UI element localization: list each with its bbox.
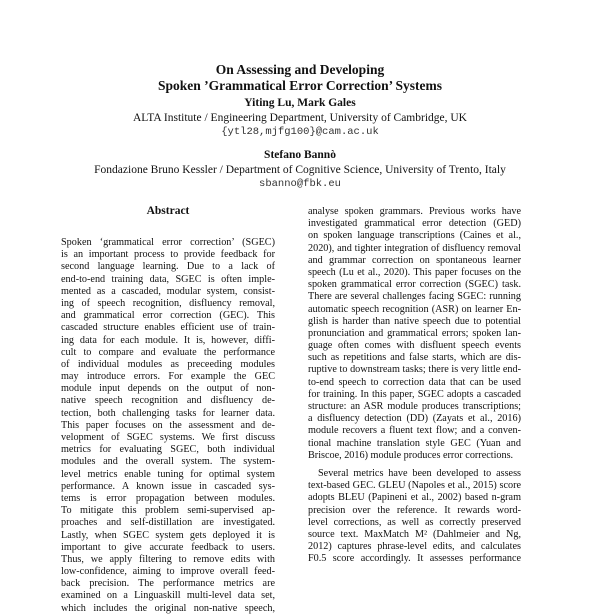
text-line: tection, both challenging tasks for learner data. [61,407,275,419]
text-line: adopts BLEU (Papineni et al., 2002) based n-gram [308,492,521,504]
text-line: text-based GEC. GLEU (Napoles et al., 2015) score [308,480,521,492]
text-line: ing of speech recognition, disfluency removal, [61,297,275,309]
author-names: Stefano Bannò [264,149,336,161]
text-line: analyse spoken grammars. Previous works have [308,206,521,217]
paper-title-line-1: On Assessing and Developing [215,62,385,77]
text-line: precision over the reference. It rewards word- [308,504,521,516]
text-line: and grammar correction on spontaneous learner [308,254,521,266]
introduction-column [308,206,521,565]
text-line: F0.5 score accordingly. It assesses performance [308,553,521,565]
text-line: Spoken ‘grammatical error correction’ (SGEC) [61,237,275,248]
text-line: cult to compare and evaluate the performance [61,346,275,358]
text-line: a disfluency detection (DD) (Zayats et al., 2016) [308,413,521,425]
text-line: mented as a cascaded, modular system, consist- [61,285,275,297]
author-affiliation: ALTA Institute / Engineering Department, University of Cambridge, UK [132,112,467,124]
text-line: of individual modules as preceeding modules [61,358,275,370]
text-line: module input depends on the output of non- [61,383,275,395]
text-line: glish is harder than native speech due to potential [308,315,521,327]
text-line: level corrections, as well as correctly preserved [308,516,521,528]
author-names: Yiting Lu, Mark Gales [244,97,356,109]
text-line: modules and the overall system. The system- [61,456,275,468]
text-line: tems is error propagation between modules. [61,492,275,504]
text-line: metrics for evaluating SGEC, both individual [61,444,275,456]
text-line: velopment of SGEC systems. We first discuss [61,432,275,443]
text-line: proaches and self-distillation are investigated. [61,517,275,529]
text-line: low-confidence, aiming to improve overall feed- [61,566,275,578]
author-email: sbanno@fbk.eu [259,178,341,190]
text-line: tional machine translation style GEC (Yuan and [308,437,521,449]
text-line: speech (Lu et al., 2020). This paper focuses on the [308,266,521,278]
text-line: and grammatical error correction (GEC). This [61,310,275,322]
abstract-heading: Abstract [146,205,190,217]
author-affiliation: Fondazione Bruno Kessler / Department of Cognitive Science, University of Trento, Italy [94,164,506,176]
text-line: automatic speech recognition (ASR) on learner En- [308,303,521,315]
text-line: module recovers a fluent text flow; and a conven- [308,425,521,437]
text-line: 2020), and tighter integration of disfluency removal [308,242,521,254]
text-line: cascaded structure enables efficient use of train- [61,322,275,334]
text-line: level metrics enable tuning for optimal system [61,468,275,480]
text-line: source text. MaxMatch M² (Dahlmeier and Ng, [308,528,521,540]
text-line: Several metrics have been developed to assess [318,467,521,479]
text-line: examined on a Linguaskill multi-level data set, [61,590,275,602]
text-line: ing data for each module. It is, however, diffi- [61,334,275,346]
text-line: may introduce errors. For example the GEC [61,371,275,383]
text-line: second language learning. Due to a lack of [61,261,275,273]
text-line: guage often comes with disfluent speech events [308,340,521,352]
abstract-body [61,237,275,615]
text-line: investigated grammatical error detection (GED) [308,218,521,230]
text-line: to-end speech to correction data that can be used [308,376,521,388]
author-email: {ytl28,mjfg100}@cam.ac.uk [221,126,379,138]
text-line: performance. A known issue in cascaded sys- [61,480,275,492]
text-line: Lastly, when SGEC system gets deployed it is [61,529,275,541]
text-line: which includes the original non-native speech, [61,602,275,614]
text-line: Thus, we apply filtering to remove edits with [61,553,275,565]
text-line: There are several challenges facing SGEC: running [308,291,521,303]
text-line: Briscoe, 2016) module produces error corrections. [308,449,514,461]
text-line: native speech recognition and disfluency de- [61,395,275,407]
text-line: This paper focuses on the assessment and de- [61,419,275,431]
text-line: for training. In this paper, SGEC adopts a cascaded [308,388,521,400]
text-line: back precision. The performance metrics are [61,578,275,590]
text-line: important to give accurate feedback to users. [61,541,275,553]
text-line: structure: an ASR module produces transcriptions; [308,401,521,412]
text-line: such as repetitions and false starts, which are dis- [308,352,521,364]
text-line: 2012) captures phrase-level edits, and calculates [308,541,521,553]
text-line: ruptive to downstream tasks; there is very little end- [308,364,521,376]
paper-title-line-2: Spoken ’Grammatical Error Correction’ Systems [158,78,442,93]
text-line: on spoken language transcriptions (Caines et al., [308,230,521,242]
text-line: pronunciation and grammatical errors; spoken lan- [308,327,521,339]
text-line: end-to-end training data, SGEC is often imple- [61,273,275,285]
text-line: spoken grammatical error correction (SGEC) task. [308,279,521,291]
text-line: is an important process to provide feedback for [61,249,275,261]
text-line: To mitigate this problem semi-supervised ap- [61,505,275,517]
